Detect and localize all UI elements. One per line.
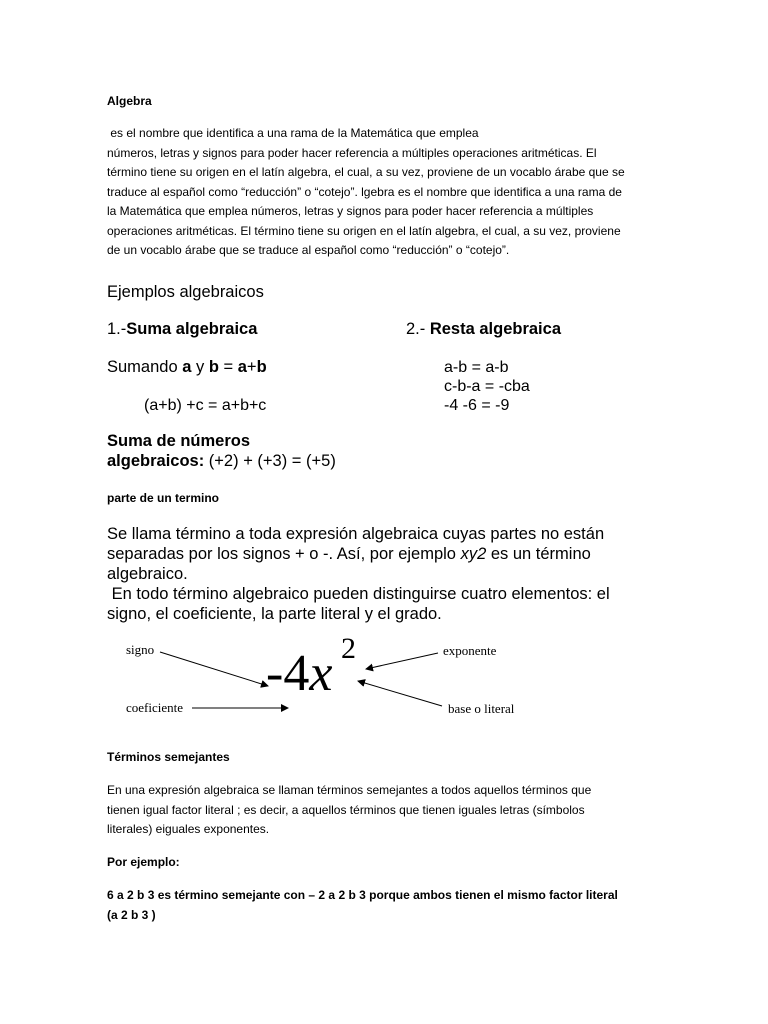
- intro-line: de un vocablo árabe que se traduce al español como “reducción” o “cotejo”.: [107, 243, 510, 257]
- ejemplo-line: 6 a 2 b 3 es término semejante con – 2 a 2 b 3 porque ambos tienen el mismo factor literal: [107, 888, 618, 902]
- resta-line: -4 -6 = -9: [444, 397, 510, 414]
- suma-prefix: 1.-: [107, 320, 127, 338]
- label-coeficiente: coeficiente: [126, 700, 184, 715]
- term-line: algebraico.: [107, 565, 188, 583]
- intro-line: traduce al español como “reducción” o “cotejo”. lgebra es el nombre que identifica a una rama de: [107, 184, 622, 199]
- term-line: En todo término algebraico pueden distinguirse cuatro elementos: el: [107, 585, 610, 603]
- ejemplo-paragraph: [107, 886, 687, 925]
- parte-title: parte de un termino: [107, 491, 220, 505]
- suma-title: Suma algebraica: [126, 320, 258, 338]
- resta-prefix: 2.-: [406, 320, 430, 338]
- term-line: [107, 544, 687, 564]
- var-a: a: [182, 358, 192, 376]
- label-literal: base o literal: [448, 701, 515, 716]
- result-b: b: [256, 358, 267, 376]
- intro-line: números, letras y signos para poder hacer referencia a múltiples operaciones aritméticas. El: [107, 145, 597, 160]
- arrow-signo: [160, 652, 268, 686]
- semejantes-line: En una expresión algebraica se llaman términos semejantes a todos aquellos términos que: [107, 783, 592, 797]
- intro-line: es el nombre que identifica a una rama de la Matemática que emplea: [107, 126, 479, 140]
- numeros-label: algebraicos:: [107, 452, 205, 470]
- equals: =: [218, 358, 238, 376]
- arrow-literal: [358, 681, 442, 706]
- label-signo: signo: [126, 642, 155, 657]
- suma-numeros-line: [107, 452, 336, 472]
- term-paragraph: [107, 524, 687, 624]
- term-coefficient: -4: [266, 645, 310, 702]
- examples-title: Ejemplos algebraicos: [107, 283, 264, 301]
- semejantes-paragraph: [107, 781, 687, 840]
- var-b: b: [208, 358, 219, 376]
- por-ejemplo-title: Por ejemplo:: [107, 855, 180, 869]
- term-line-2a: separadas por los signos + o -. Así, por ejemplo: [107, 545, 461, 563]
- plus-sign: +: [246, 358, 257, 376]
- term-exponent: 2: [341, 632, 356, 665]
- intro-line: la Matemática que emplea números, letras y signos para poder hacer referencia a múltiples: [107, 204, 594, 218]
- label-exponente: exponente: [443, 643, 497, 658]
- resta-examples: [444, 358, 530, 415]
- suma-example: (a+b) +c = a+b+c: [144, 397, 267, 414]
- resta-line: a-b = a-b: [444, 359, 509, 376]
- semejantes-line: literales) eiguales exponentes.: [107, 822, 270, 836]
- sumando-text: Sumando: [107, 358, 183, 376]
- term-example-xy2: xy2: [460, 545, 487, 563]
- semejantes-line: tienen igual factor literal ; es decir, a aquellos términos que tienen iguales letras (símbolos: [107, 802, 585, 817]
- result-a: a: [237, 358, 247, 376]
- heading-algebra: Algebra: [107, 94, 152, 108]
- intro-line: término tiene su origen en el latín algebra, el cual, a su vez, proviene de un vocablo árabe que se: [107, 165, 625, 179]
- ejemplo-line: (a 2 b 3 ): [107, 907, 156, 922]
- resta-heading: [406, 320, 561, 340]
- semejantes-title: Términos semejantes: [107, 750, 230, 764]
- term-variable: x: [309, 645, 333, 702]
- resta-title: Resta algebraica: [429, 320, 561, 338]
- numeros-example: (+2) + (+3) = (+5): [204, 452, 336, 470]
- intro-paragraph: [107, 124, 687, 261]
- resta-line: c-b-a = -cba: [444, 378, 530, 395]
- term-line: Se llama término a toda expresión algebraica cuyas partes no están: [107, 525, 605, 543]
- term-diagram: [120, 632, 540, 726]
- term-expression: [266, 644, 332, 704]
- suma-heading: [107, 320, 257, 340]
- term-line-2b: es un término: [486, 545, 591, 563]
- y-text: y: [191, 358, 209, 376]
- sumando-line: [107, 358, 267, 378]
- suma-numeros-title: Suma de números: [107, 432, 251, 450]
- arrow-exponente: [366, 653, 438, 669]
- intro-line: operaciones aritméticas. El término tiene su origen en el latín algebra, el cual, a su vez, proviene: [107, 223, 621, 238]
- term-line: signo, el coeficiente, la parte literal y el grado.: [107, 605, 442, 623]
